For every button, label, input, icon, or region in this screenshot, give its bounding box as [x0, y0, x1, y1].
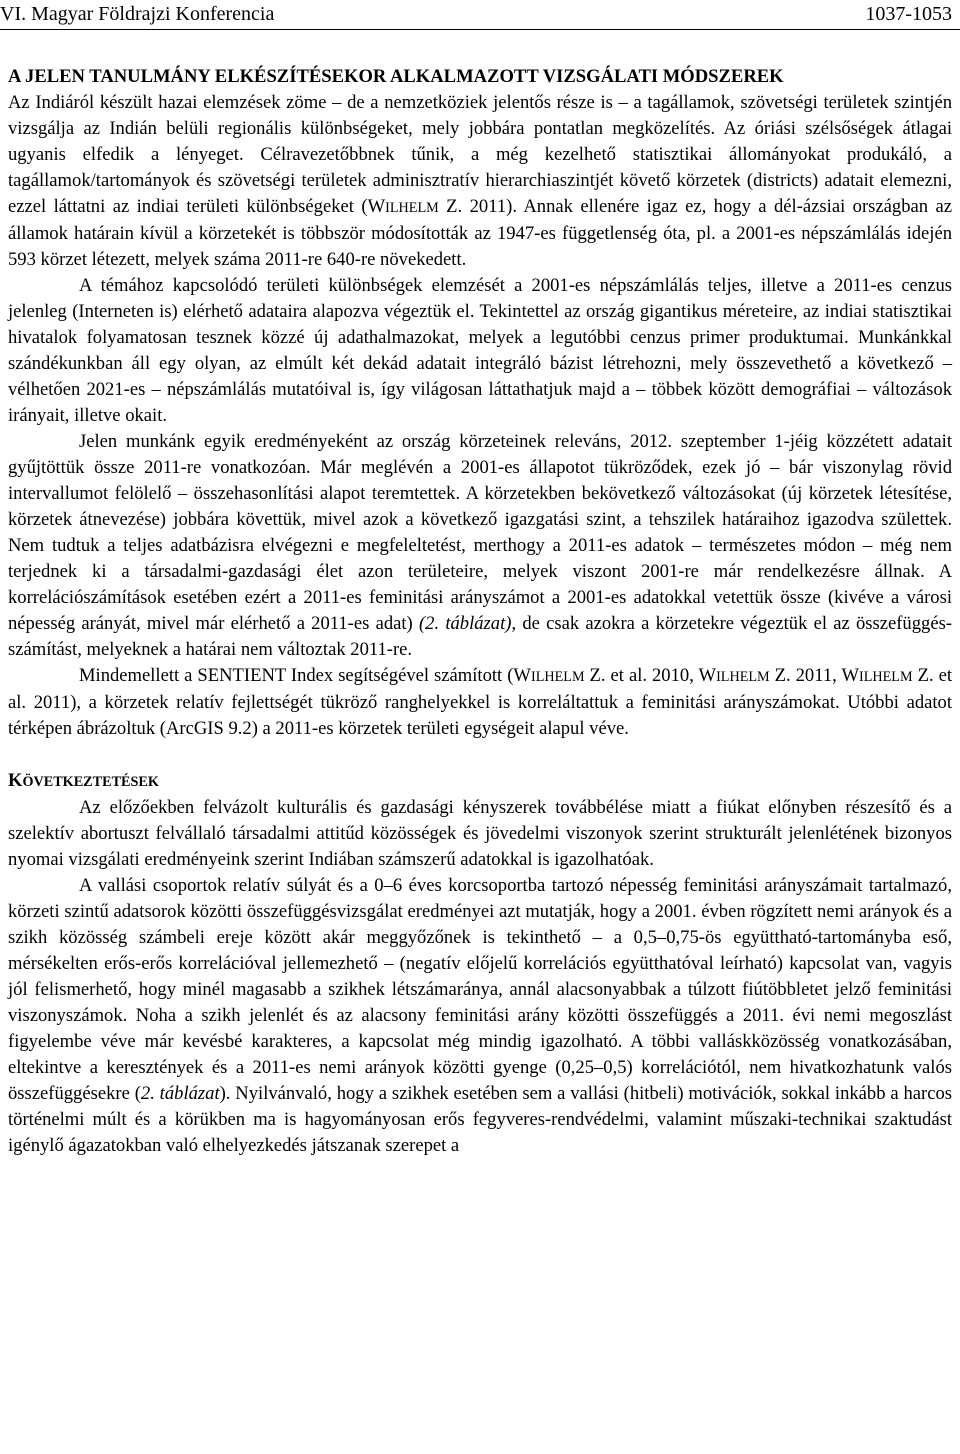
page-header: [0, 0, 960, 30]
conference-title: VI. Magyar Földrajzi Konferencia: [0, 3, 275, 25]
paragraph-1: Az Indiáról készült hazai elemzések zöme – de a nemzetköziek jelentős része is – a tagállamok, szövetségi területek szintjén vizsgálja az Indián belüli regionális különbségeket, mely jobbára pontatlan megközelítés. Az óriási szélsőségek átlagai ugyanis elfedik a lényeget. Célravezetőbbnek tűnik, a még kezelhető statisztikai állományokat produkáló, a tagállamok/tartományok és szövetségi területek adminisztratív hierarchiaszintjét követő körzetek (districts) adatait elemezni, ezzel láttatni az indiai területi különbségeket (WILHELM Z. 2011). Annak ellenére igaz ez, hogy a dél-ázsiai országban az államok határain kívül a körzetekét is többször módosították az 1947-es függetlenség óta, pl. a 2001-es népszámlálás idején 593 körzet létezett, melyek száma 2011-re 640-re növekedett.: [8, 92, 952, 270]
page-range: 1037-1053: [865, 3, 952, 25]
paragraph-6: A vallási csoportok relatív súlyát és a 0–6 éves korcsoportba tartozó népesség feminitási arányszámait tartalmazó, körzeti szintű adatsorok közötti összefüggésvizsgálat eredményei azt mutatják, hogy a 2001. évben rögzített nemi arányok és a szikh közösség számbeli ereje között akár meggyőzőnek is tekinthető – a 0,5–0,75-ös együttható-tartományba eső, mérsékelten erős-erős korrelációval jellemezhető – (negatív előjelű korrelációs együtthatóval leírható) kapcsolat van, vagyis jól felismerhető, hogy minél magasabb a szikhek létszámaránya, annál alacsonyabbak a túlzott fiútöbbletet jelző feminitási viszonyszámok. Noha a szikh jelenlét és az alacsony feminitási arány közötti összefüggés a 2011. évi nemi megoszlást figyelembe véve már kevésbé karakteres, a kapcsolat még mindig igazolható. A többi valláskközösség vonatkozásában, eltekintve a keresztények és a 2011-es nemi arányok közötti gyenge (0,25–0,5) korrelációtól, nem hivatkozhatunk valós összefüggésekre (2. táblázat). Nyilvánvaló, hogy a szikhek esetében sem a vallási (hitbeli) motivációk, sokkal inkább a harcos történelmi múlt és a körükben ma is hagyományosan erős fegyveres-rendvédelmi, valamint műszaki-technikai szaktudást igénylő ágazatokban való elhelyezkedés játszanak szerepet a: [8, 875, 952, 1156]
section-heading-methods: A JELEN TANULMÁNY ELKÉSZÍTÉSEKOR ALKALMAZOTT VIZSGÁLATI MÓDSZEREK: [8, 66, 784, 87]
paragraph-2: A témához kapcsolódó területi különbségek elemzését a 2001-es népszámlálás teljes, illetve a 2011-es cenzus jelenleg (Interneten is) elérhető adataira alapozva végeztük el. Tekintettel az ország gigantikus méreteire, az indiai statisztikai hivatalok folyamatosan tesznek közzé új adathalmazokat, melyek a legutóbbi cenzus primer produktumai. Munkánkkal szándékunkban áll egy olyan, az elmúlt két dekád adatait integráló bázist létrehozni, mely összevethető a következő – vélhetően 2021-es – népszámlálás mutatóival is, így világosan láttathatjuk majd a – többek között demográfiai – változások irányait, illetve okait.: [8, 275, 952, 426]
article-body: [8, 64, 952, 1159]
paragraph-5: Az előzőekben felvázolt kulturális és gazdasági kényszerek továbbélése miatt a fiúkat előnyben részesítő és a szelektív abortuszt felvállaló társadalmi attitűd közösségek és jövedelmi viszonyok szerint strukturált jelenlétének bizonyos nyomai vizsgálati eredményeink szerint Indiában számszerű adatokkal is igazolhatóak.: [8, 797, 952, 870]
section-heading-conclusions: KÖVETKEZTETÉSEK: [8, 770, 159, 791]
paragraph-3: Jelen munkánk egyik eredményeként az ország körzeteinek releváns, 2012. szeptember 1-jéig közzétett adatait gyűjtöttük össze 2011-re vonatkozóan. Már meglévén a 2001-es állapotot tükröződek, ezek jó – bár viszonylag rövid intervallumot felölelő – összehasonlítási alapot teremtettek. A körzetekben bekövetkező változásokat (új körzetek létesítése, körzetek átnevezése) jobbára követtük, mivel azok a következő igazgatási szint, a tehszilek határaihoz igazodva születtek. Nem tudtuk a teljes adatbázisra elvégezni e megfeleltetést, merthogy a 2011-es adatok – természetes módon – még nem terjednek ki a társadalmi-gazdasági élet azon területeire, melyek viszont 2001-re már rendelkezésre állnak. A korrelációszámítások esetében ezért a 2011-es feminitási arányszámot a 2001-es adatokkal vetettük össze (kivéve a városi népesség arányát, mivel már elérhető a 2011-es adat) (2. táblázat), de csak azokra a körzetekre végeztük el az összefüggés-számítást, melyeknek a határai nem változtak 2011-re.: [8, 431, 952, 660]
paragraph-4: Mindemellett a SENTIENT Index segítségével számított (WILHELM Z. et al. 2010, WILHELM Z. 2011, WILHELM Z. et al. 2011), a körzetek relatív fejlettségét tükröző ranghelyekkel is korreláltattuk a feminitási arányszámokat. Utóbbi adatot térképen ábrázoltuk (ArcGIS 9.2) a 2011-es körzetek területi egységeit alapul véve.: [8, 665, 952, 739]
